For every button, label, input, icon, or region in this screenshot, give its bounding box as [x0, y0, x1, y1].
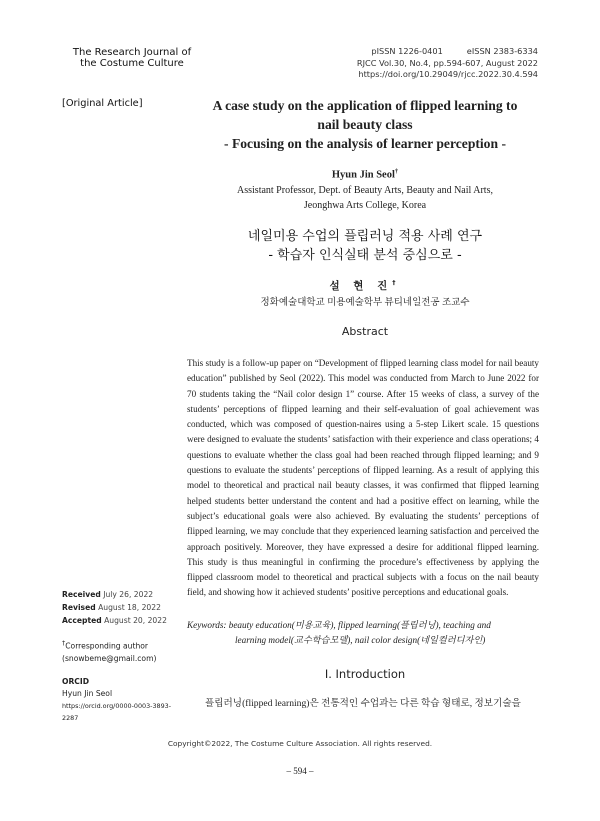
orcid-label: ORCID	[62, 677, 90, 686]
title-ko-line2: - 학습자 인식실태 분석 중심으로 -	[268, 248, 462, 263]
publication-info	[328, 46, 538, 81]
title-en-line3: - Focusing on the analysis of learner perception -	[224, 136, 506, 151]
title-ko-line1: 네일미용 수업의 플립러닝 적용 사례 연구	[247, 229, 483, 244]
title-korean	[190, 227, 540, 265]
received-date: July 26, 2022	[103, 590, 154, 599]
pissn: pISSN 1226-0401	[371, 46, 443, 56]
author-en-name: Hyun Jin Seol	[331, 169, 395, 181]
abstract-text: This study is a follow-up paper on “Development of flipped learning class model for nail beauty education” published by Seol (2022). This model was conducted from March to June 2022 for 70 students taking the “Nail color design 1” course. After 15 weeks of class, a survey of the students’ perceptions of flipped learning and their self-evaluation of goal achievement was conducted, which was composed of question-naires using a 5-step Likert scale. 15 questions were designed to evaluate the students’ satisfaction with their experience and class operations; 4 questions to evaluate whether the class goal had been reached through flipped learning; and 9 questions to evaluate the students’ perceptions of flipped learning. As a result of applying this model to theoretical and practical nail beauty classes, it was confirmed that flipped learning helped students better understand the content and had a positive effect on learning, while the subject’s educational goals were also achieved. By evaluating the students’ perceptions of flipped learning, we may conclude that they experienced learning satisfaction and perceived the approach positively. Moreover, they have expressed a desire for additional flipped learning. This study is thus meaningful in confirming the procedure’s effectiveness by applying the flipped classroom model to theoretical and practical subjects with a focus on the nail beauty field, and showing how it achieved students’ positive perceptions and educational goals.	[187, 358, 539, 598]
affiliation-english	[190, 183, 540, 213]
title-english	[190, 96, 540, 153]
corr-mark: †	[62, 639, 66, 647]
orcid-block	[62, 676, 182, 724]
introduction-heading: Ⅰ. Introduction	[324, 667, 406, 681]
introduction-text: 플립러닝(flipped learning)은 전통적인 수업과는 다른 학습 형태로, 정보기술을	[205, 698, 521, 709]
journal-name	[62, 47, 202, 69]
corresponding-author	[62, 637, 182, 665]
title-en-line2: nail beauty class	[317, 117, 413, 132]
keywords	[187, 618, 539, 648]
revised-date: August 18, 2022	[98, 603, 161, 612]
affiliation-korean: 정화예술대학교 미용예술학부 뷰티네일전공 조교수	[260, 298, 470, 308]
corr-label: Corresponding author	[65, 641, 149, 651]
page-number: – 594 –	[286, 766, 314, 776]
title-en-line1: A case study on the application of flipped learning to	[212, 98, 518, 113]
author-english	[190, 168, 540, 181]
copyright: Copyright©2022, The Costume Culture Association. All rights reserved.	[167, 739, 433, 748]
abstract-heading: Abstract	[341, 325, 389, 338]
accepted-date: August 20, 2022	[104, 616, 167, 625]
revised-label: Revised	[62, 603, 96, 612]
author-en-mark: †	[394, 168, 399, 175]
author-ko-name: 설 현 진	[329, 280, 393, 292]
orcid-name: Hyun Jin Seol	[62, 689, 113, 698]
author-ko-mark: †	[392, 278, 401, 287]
affil-en-line1: Assistant Professor, Dept. of Beauty Arts, Beauty and Nail Arts,	[237, 185, 493, 196]
journal-name-line2: the Costume Culture	[80, 58, 184, 69]
journal-name-line1: The Research Journal of	[72, 47, 192, 58]
article-type: [Original Article]	[62, 98, 143, 109]
accepted-label: Accepted	[62, 616, 102, 625]
keywords-line1: Keywords: beauty education(미용교육), flipped learning(플립러닝), teaching and	[187, 620, 491, 630]
received-dates	[62, 588, 182, 627]
keywords-line2: learning model(교수학습모델), nail color design(네일컬러디자인)	[235, 635, 486, 645]
volume-info: RJCC Vol.30, No.4, pp.594-607, August 2022	[356, 57, 538, 68]
eissn: eISSN 2383-6334	[466, 46, 538, 56]
affil-en-line2: Jeonghwa Arts College, Korea	[303, 200, 427, 211]
corr-email[interactable]: (snowbeme@gmail.com)	[62, 653, 157, 663]
orcid-link[interactable]: https://orcid.org/0000-0003-3893-2287	[62, 702, 172, 722]
doi-link[interactable]: https://doi.org/10.29049/rjcc.2022.30.4.594	[358, 69, 538, 79]
received-label: Received	[62, 590, 101, 599]
author-korean	[190, 278, 540, 293]
